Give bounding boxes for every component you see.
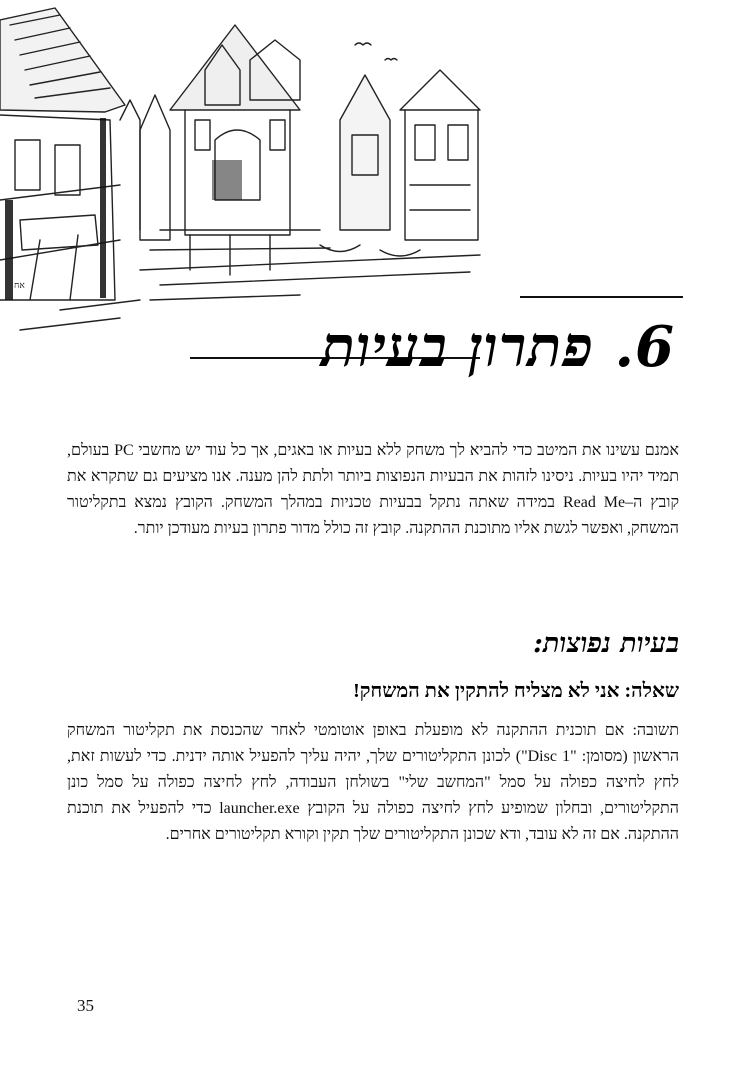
title-rule-top [520, 296, 683, 298]
illustrator-signature: אח [14, 281, 25, 291]
answer-paragraph: תשובה: אם תוכנית ההתקנה לא מופעלת באופן אוטומטי לאחר שהכנסת את תקליטור המשחק הראשון (מסומן: "Disc 1") לכונן התקליטורים שלך, יהיה עליך להפעיל אותה ידנית. כדי לעשות זאת, לחץ לחיצה כפולה על סמל "המחשב שלי" בשולחן העבודה, לחץ לחיצה כפולה על סמל כונן התקליטורים, ובחלון שמופיע לחץ לחיצה כפולה על הקובץ launcher.exe כדי להפעיל את תוכנת ההתקנה. אם זה לא עובד, ודא שכונן התקליטורים שלך תקין וקורא תקליטורים אחרים. [67, 722, 680, 843]
question-heading: שאלה: אני לא מצליח להתקין את המשחק! [353, 680, 679, 702]
town-illustration [0, 0, 500, 350]
section-title: בעיות נפוצות: [532, 628, 679, 659]
page-number: 35 [77, 996, 94, 1015]
intro-paragraph: אמנם עשינו את המיטב כדי להביא לך משחק ללא בעיות או באגים, אך כל עוד יש מחשבי PC בעולם, תמיד יהיו בעיות. ניסינו לזהות את הבעיות הנפוצות ביותר ולתת להן מענה. אנו מציעים גם שתקרא את קובץ ה–Read Me במידה שאתה נתקל בבעיות טכניות במהלך המשחק. הקובץ נמצא בתקליטור המשחק, ואפשר לגשת אליו מתוכנת ההתקנה. קובץ זה כולל מדור פתרון בעיות מעודכן יותר. [67, 442, 680, 537]
chapter-title: 6. פתרון בעיות [320, 314, 675, 380]
